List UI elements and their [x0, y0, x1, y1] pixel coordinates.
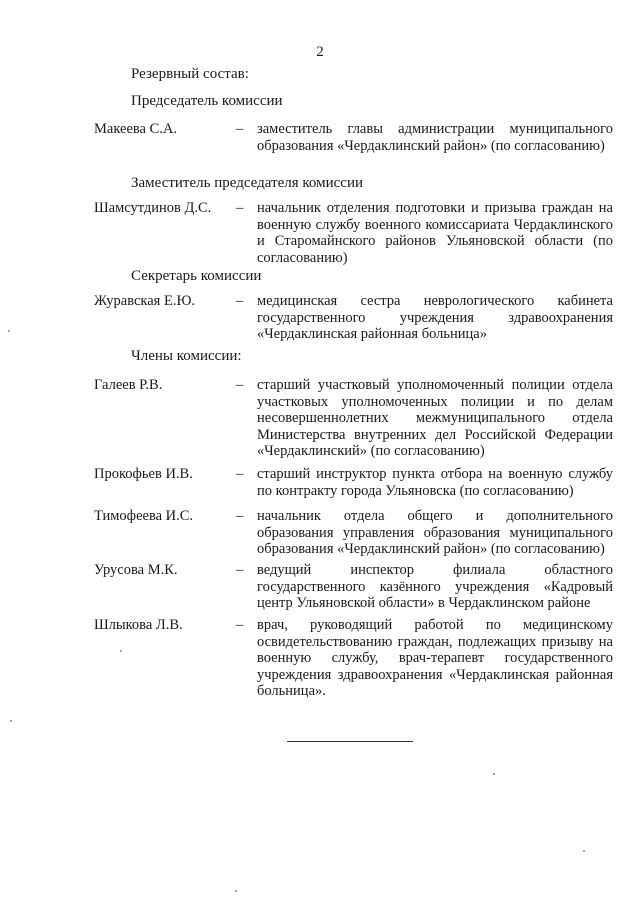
deputy-heading: Заместитель председателя комиссии: [131, 175, 364, 191]
member-dash: –: [236, 121, 244, 137]
member-role: заместитель главы администрации муниципального образования «Чердаклинский район» (по согласованию): [257, 121, 613, 154]
member-dash: –: [236, 562, 244, 578]
member-name: Шлыкова Л.В.: [94, 617, 183, 633]
member-name: Прокофьев И.В.: [94, 466, 193, 482]
member-dash: –: [236, 377, 244, 393]
member-dash: –: [236, 293, 244, 309]
member-role: врач, руководящий работой по медицинскому освидетельствованию граждан, подлежащих призыву на военную службу, врач-терапевт государственного учреждения здравоохранения «Чердаклинская районная больница».: [257, 617, 613, 699]
member-name: Тимофеева И.С.: [94, 508, 194, 524]
scan-speck: [235, 890, 237, 892]
chair-heading: Председатель комиссии: [131, 93, 283, 109]
member-name: Шамсутдинов Д.С.: [94, 200, 212, 216]
secretary-heading: Секретарь комиссии: [131, 268, 262, 284]
member-dash: –: [236, 200, 244, 216]
members-heading: Члены комиссии:: [131, 348, 242, 364]
member-name: Урусова М.К.: [94, 562, 178, 578]
scan-speck: [8, 330, 10, 332]
member-dash: –: [236, 617, 244, 633]
member-role: старший инструктор пункта отбора на военную службу по контракту города Ульяновска (по согласованию): [257, 466, 613, 499]
scan-speck: [10, 720, 12, 722]
scan-speck: [120, 650, 122, 652]
member-dash: –: [236, 466, 244, 482]
end-rule: [287, 741, 413, 742]
member-dash: –: [236, 508, 244, 524]
member-role: медицинская сестра неврологического кабинета государственного учреждения здравоохранения «Чердаклинская районная больница»: [257, 293, 613, 342]
scan-speck: [493, 773, 495, 775]
member-name: Журавская Е.Ю.: [94, 293, 195, 309]
member-name: Макеева С.А.: [94, 121, 177, 137]
member-role: ведущий инспектор филиала областного государственного казённого учреждения «Кадровый центр Ульяновской области» в Чердаклинском районе: [257, 562, 613, 611]
reserve-heading: Резервный состав:: [131, 66, 249, 82]
member-name: Галеев Р.В.: [94, 377, 163, 393]
member-role: старший участковый уполномоченный полиции отдела участковых уполномоченных полиции и по делам несовершеннолетних межмуниципального отдела Министерства внутренних дел Российской Федерации «Чердаклинский» (по согласованию): [257, 377, 613, 459]
member-role: начальник отделения подготовки и призыва граждан на военную службу военного комиссариата Чердаклинского и Старомайнского районов Ульяновской области (по согласованию): [257, 200, 613, 266]
page-number: 2: [316, 44, 324, 60]
scan-speck: [583, 850, 585, 852]
member-role: начальник отдела общего и дополнительного образования управления образования муниципального образования «Чердаклинский район» (по согласованию): [257, 508, 613, 557]
